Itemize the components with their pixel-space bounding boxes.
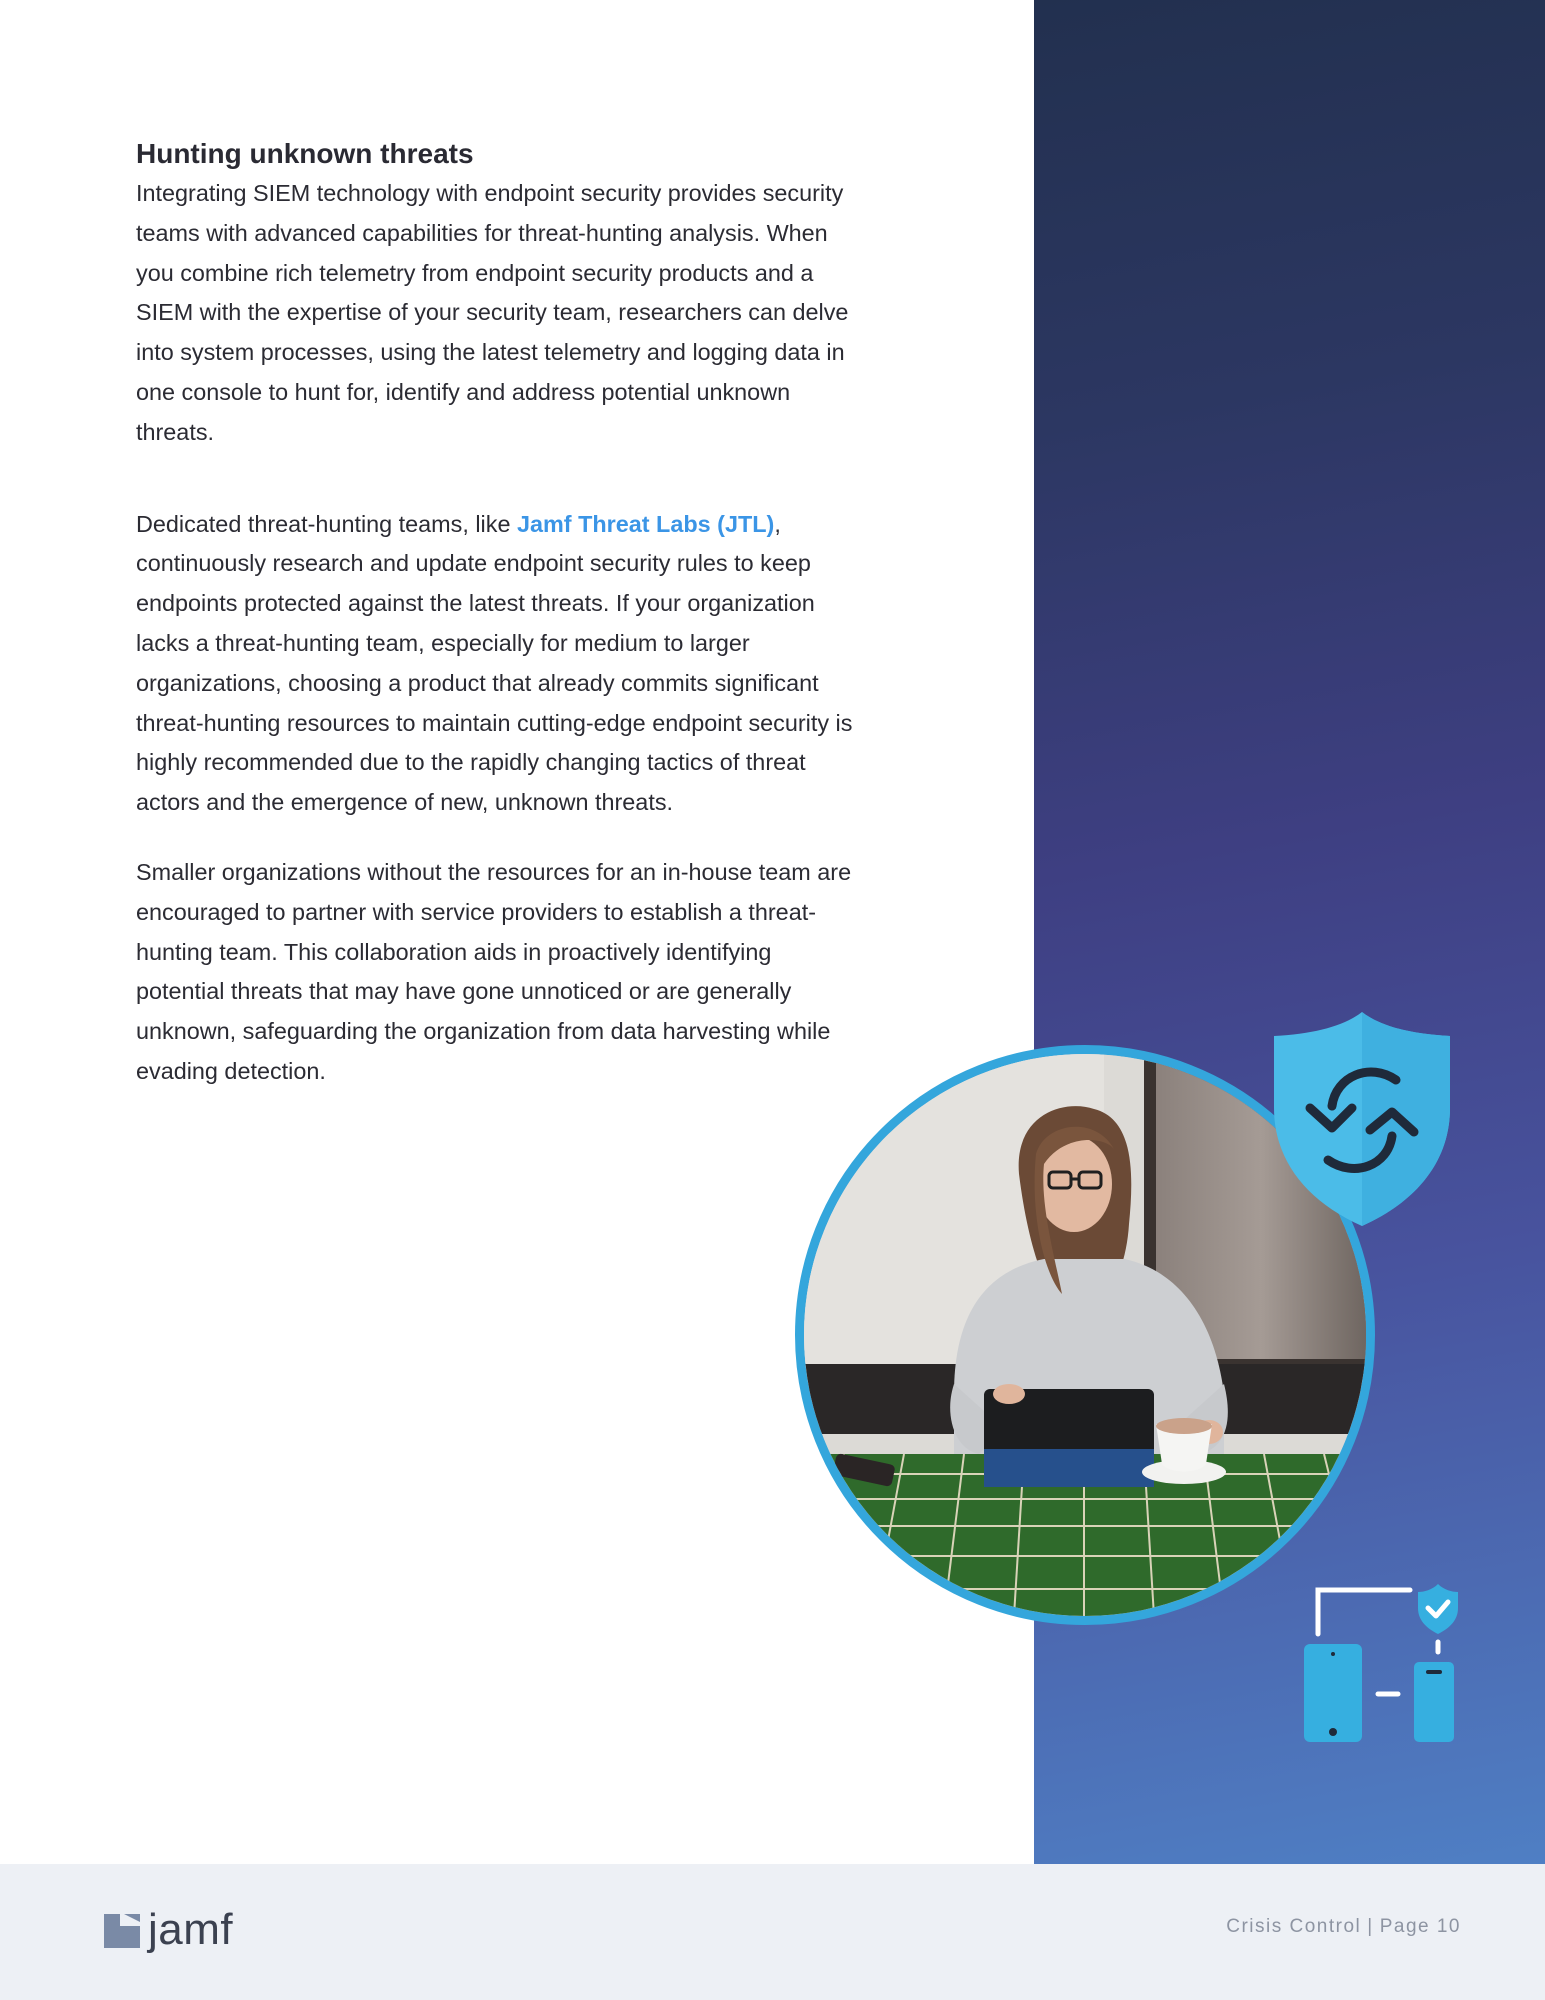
- document-title: Crisis Control: [1226, 1916, 1362, 1937]
- article-content: [136, 134, 866, 1092]
- shield-refresh-icon: [1270, 1008, 1454, 1230]
- jamf-threat-labs-link[interactable]: Jamf Threat Labs (JTL): [516, 510, 775, 537]
- footer-separator: |: [1367, 1916, 1374, 1937]
- paragraph-text: , continuously research and update endpoint security rules to keep endpoints protected against the latest threats. If your organization lacks a threat-hunting team, especially for medium to larger organizations, choosing a product that already commits significant threat-hunting resources to maintain cutting-edge endpoint security is highly recommended due to the rapidly changing tactics of threat actors and the emergence of new, unknown threats.: [136, 510, 853, 816]
- paragraph-text: Dedicated threat-hunting teams, like: [136, 510, 517, 537]
- footer-page-info: [1226, 1916, 1461, 1938]
- logo-wordmark: jamf: [148, 1905, 234, 1954]
- jamf-logo-icon: [104, 1912, 140, 1948]
- section-heading: Hunting unknown threats: [136, 138, 474, 169]
- paragraph-siem: Integrating SIEM technology with endpoint security provides security teams with advanced capabilities for threat-hunting analysis. When you combine rich telemetry from endpoint security products and a SIEM with the expertise of your security team, researchers can delve into system processes, using the latest telemetry and logging data in one console to hunt for, identify and address potential unknown threats.: [136, 180, 849, 445]
- paragraph-threat-teams: [136, 505, 866, 823]
- devices-shield-check-icon: [1300, 1582, 1460, 1744]
- jamf-logo: [104, 1905, 234, 1954]
- page-number: Page 10: [1379, 1916, 1461, 1937]
- paragraph-smaller-orgs: Smaller organizations without the resources for an in-house team are encouraged to partner with service providers to establish a threat-hunting team. This collaboration aids in proactively identifying potential threats that may have gone unnoticed or are generally unknown, safeguarding the organization from data harvesting while evading detection.: [136, 858, 852, 1084]
